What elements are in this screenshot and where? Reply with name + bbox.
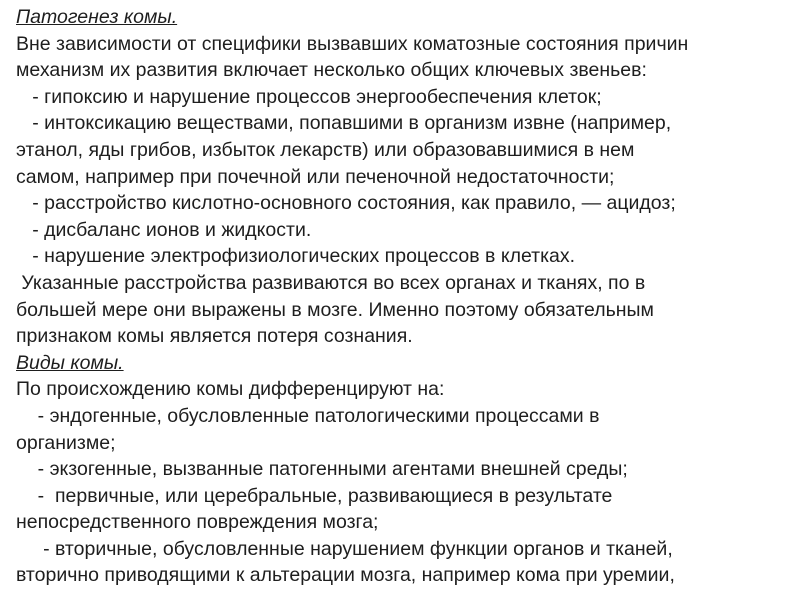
text-line: механизм их развития включает несколько общих ключевых звеньев: <box>16 59 647 82</box>
list-item-electrophysiology: - нарушение электрофизиологических процессов в клетках. <box>16 245 576 268</box>
list-item-acidosis: - расстройство кислотно-основного состояния, как правило, — ацидоз; <box>16 192 676 215</box>
text-line: этанол, яды грибов, избыток лекарств) или образовавшимися в нем <box>16 138 635 161</box>
list-item-endogenous: - эндогенные, обусловленные патологическими процессами в <box>16 404 600 427</box>
heading-coma-types: Виды комы. <box>16 351 124 374</box>
list-item-exogenous: - экзогенные, вызванные патогенными агентами внешней среды; <box>16 458 628 481</box>
text-line: По происхождению комы дифференцируют на: <box>16 378 445 401</box>
text-line: вторично приводящими к альтерации мозга, например кома при уремии, <box>16 564 675 587</box>
text-line: Указанные расстройства развиваются во всех органах и тканях, по в <box>16 271 646 294</box>
text-line: Вне зависимости от специфики вызвавших коматозные состояния причин <box>16 32 689 55</box>
list-item-hypoxia: - гипоксию и нарушение процессов энергообеспечения клеток; <box>16 85 602 108</box>
heading-pathogenesis: Патогенез комы. <box>16 6 178 28</box>
text-line: большей мере они выражены в мозге. Именно поэтому обязательным <box>16 298 654 321</box>
text-line: организме; <box>16 431 116 454</box>
list-item-secondary: - вторичные, обусловленные нарушением функции органов и тканей, <box>16 537 673 560</box>
list-item-primary: - первичные, или церебральные, развивающиеся в результате <box>16 484 613 507</box>
document-body <box>16 4 796 589</box>
text-line: непосредственного повреждения мозга; <box>16 511 379 534</box>
text-line: самом, например при почечной или печеночной недостаточности; <box>16 165 615 188</box>
text-line: признаком комы является потеря сознания. <box>16 325 413 348</box>
list-item-intoxication: - интоксикацию веществами, попавшими в организм извне (например, <box>16 112 672 135</box>
list-item-ion-imbalance: - дисбаланс ионов и жидкости. <box>16 218 312 241</box>
